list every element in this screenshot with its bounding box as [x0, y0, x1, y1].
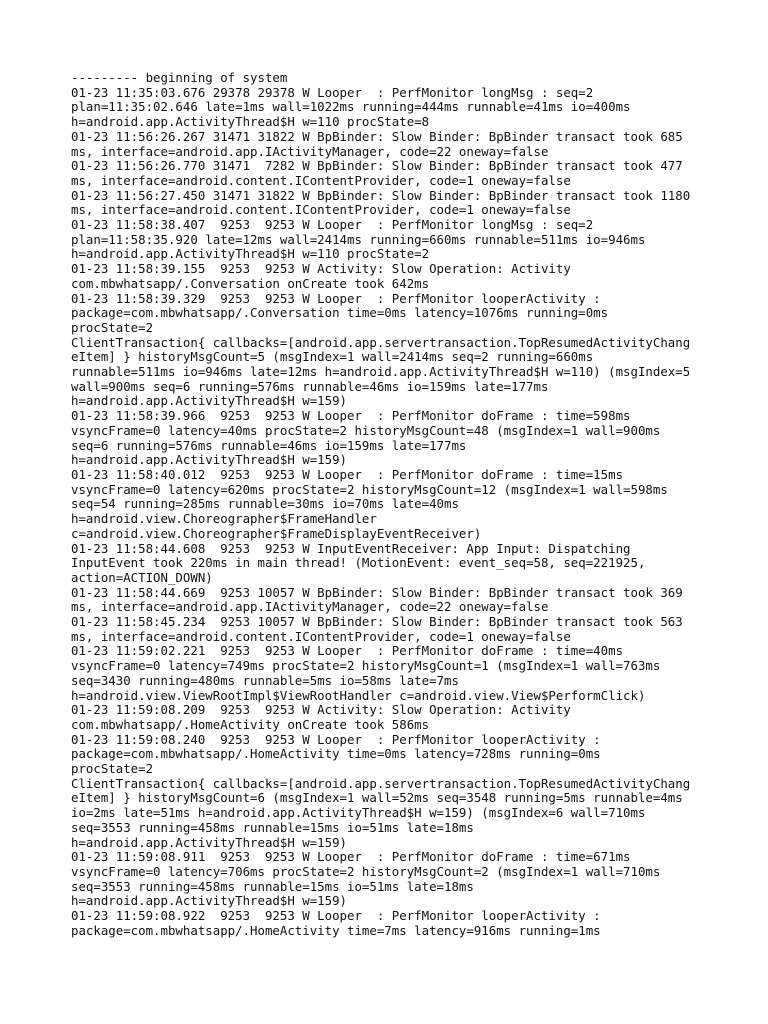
log-line: procState=2 [71, 319, 154, 335]
log-line: h=android.view.Choreographer$FrameHandler [71, 511, 377, 527]
log-line: 01-23 11:35:03.676 29378 29378 W Looper : PerfMonitor longMsg : seq=2 [71, 84, 594, 100]
log-line: plan=11:58:35.920 late=12ms wall=2414ms running=660ms runnable=511ms io=946ms [71, 231, 646, 247]
log-line: 01-23 11:58:39.155 9253 9253 W Activity: Slow Operation: Activity [71, 261, 571, 277]
log-line: io=2ms late=51ms h=android.app.ActivityThread$H w=159) (msgIndex=6 wall=710ms [71, 805, 646, 821]
log-line: 01-23 11:56:27.450 31471 31822 W BpBinder: Slow Binder: BpBinder transact took 1180 [71, 187, 691, 203]
log-line: seq=6 running=576ms runnable=46ms io=159ms late=177ms [71, 437, 467, 453]
log-line: action=ACTION_DOWN) [71, 569, 213, 585]
log-line: seq=54 running=285ms runnable=30ms io=70ms late=40ms [71, 496, 459, 512]
log-line: com.mbwhatsapp/.Conversation onCreate took 642ms [71, 275, 430, 291]
log-line: package=com.mbwhatsapp/.Conversation time=0ms latency=1076ms running=0ms [71, 305, 609, 321]
log-line: vsyncFrame=0 latency=749ms procState=2 historyMsgCount=1 (msgIndex=1 wall=763ms [71, 658, 661, 674]
log-line: 01-23 11:59:08.240 9253 9253 W Looper : PerfMonitor looperActivity : [71, 731, 601, 747]
log-line: 01-23 11:59:08.209 9253 9253 W Activity: Slow Operation: Activity [71, 702, 571, 718]
log-line: procState=2 [71, 761, 154, 777]
log-line: ms, interface=android.content.IContentProvider, code=1 oneway=false [71, 628, 571, 644]
log-line: h=android.app.ActivityThread$H w=110 procState=2 [71, 246, 430, 262]
log-line: vsyncFrame=0 latency=706ms procState=2 historyMsgCount=2 (msgIndex=1 wall=710ms [71, 863, 661, 879]
log-line: ms, interface=android.app.IActivityManager, code=22 oneway=false [71, 599, 549, 615]
log-line: vsyncFrame=0 latency=40ms procState=2 historyMsgCount=48 (msgIndex=1 wall=900ms [71, 422, 661, 438]
log-line: 01-23 11:58:39.966 9253 9253 W Looper : PerfMonitor doFrame : time=598ms [71, 408, 631, 424]
log-document [71, 71, 761, 938]
log-line: InputEvent took 220ms in main thread! (MotionEvent: event_seq=58, seq=221925, [71, 555, 646, 571]
log-line: h=android.app.ActivityThread$H w=159) [71, 893, 348, 909]
log-line: 01-23 11:58:40.012 9253 9253 W Looper : PerfMonitor doFrame : time=15ms [71, 466, 624, 482]
log-line: com.mbwhatsapp/.HomeActivity onCreate took 586ms [71, 716, 430, 732]
log-line: seq=3553 running=458ms runnable=15ms io=51ms late=18ms [71, 819, 474, 835]
log-line: ClientTransaction{ callbacks=[android.app.servertransaction.TopResumedActivityChang [71, 775, 691, 791]
log-line: vsyncFrame=0 latency=620ms procState=2 historyMsgCount=12 (msgIndex=1 wall=598ms [71, 481, 668, 497]
log-line: h=android.app.ActivityThread$H w=159) [71, 834, 348, 850]
log-line: 01-23 11:58:38.407 9253 9253 W Looper : PerfMonitor longMsg : seq=2 [71, 217, 594, 233]
log-line: 01-23 11:56:26.267 31471 31822 W BpBinder: Slow Binder: BpBinder transact took 685 [71, 128, 683, 144]
log-line: h=android.view.ViewRootImpl$ViewRootHandler c=android.view.View$PerformClick) [71, 687, 646, 703]
log-line: --------- beginning of system [71, 70, 288, 85]
log-line: seq=3430 running=480ms runnable=5ms io=58ms late=7ms [71, 672, 459, 688]
log-line: package=com.mbwhatsapp/.HomeActivity time=7ms latency=916ms running=1ms [71, 922, 601, 938]
log-line: 01-23 11:58:44.608 9253 9253 W InputEventReceiver: App Input: Dispatching [71, 540, 631, 556]
log-line: ClientTransaction{ callbacks=[android.app.servertransaction.TopResumedActivityChang [71, 334, 691, 350]
log-line: 01-23 11:58:45.234 9253 10057 W BpBinder: Slow Binder: BpBinder transact took 563 [71, 614, 683, 630]
log-line: c=android.view.Choreographer$FrameDisplayEventReceiver) [71, 525, 482, 541]
log-line: plan=11:35:02.646 late=1ms wall=1022ms running=444ms runnable=41ms io=400ms [71, 99, 631, 115]
log-line: h=android.app.ActivityThread$H w=159) [71, 393, 348, 409]
log-line: seq=3553 running=458ms runnable=15ms io=51ms late=18ms [71, 878, 474, 894]
log-line: h=android.app.ActivityThread$H w=159) [71, 452, 348, 468]
log-line: ms, interface=android.content.IContentProvider, code=1 oneway=false [71, 172, 571, 188]
log-line: 01-23 11:56:26.770 31471 7282 W BpBinder: Slow Binder: BpBinder transact took 477 [71, 158, 683, 174]
log-line: 01-23 11:59:08.922 9253 9253 W Looper : PerfMonitor looperActivity : [71, 908, 601, 924]
log-line: 01-23 11:59:08.911 9253 9253 W Looper : PerfMonitor doFrame : time=671ms [71, 849, 631, 865]
log-line: 01-23 11:58:39.329 9253 9253 W Looper : PerfMonitor looperActivity : [71, 290, 601, 306]
log-line: 01-23 11:59:02.221 9253 9253 W Looper : PerfMonitor doFrame : time=40ms [71, 643, 624, 659]
log-line: eItem] } historyMsgCount=6 (msgIndex=1 wall=52ms seq=3548 running=5ms runnable=4ms [71, 790, 683, 806]
log-line: h=android.app.ActivityThread$H w=110 procState=8 [71, 114, 430, 130]
log-line: 01-23 11:58:44.669 9253 10057 W BpBinder: Slow Binder: BpBinder transact took 369 [71, 584, 683, 600]
log-line: package=com.mbwhatsapp/.HomeActivity time=0ms latency=728ms running=0ms [71, 746, 601, 762]
log-line: wall=900ms seq=6 running=576ms runnable=46ms io=159ms late=177ms [71, 378, 549, 394]
log-line: runnable=511ms io=946ms late=12ms h=android.app.ActivityThread$H w=110) (msgIndex=5 [71, 364, 691, 380]
log-line: ms, interface=android.app.IActivityManager, code=22 oneway=false [71, 143, 549, 159]
log-line: ms, interface=android.content.IContentProvider, code=1 oneway=false [71, 202, 571, 218]
log-line: eItem] } historyMsgCount=5 (msgIndex=1 wall=2414ms seq=2 running=660ms [71, 349, 594, 365]
